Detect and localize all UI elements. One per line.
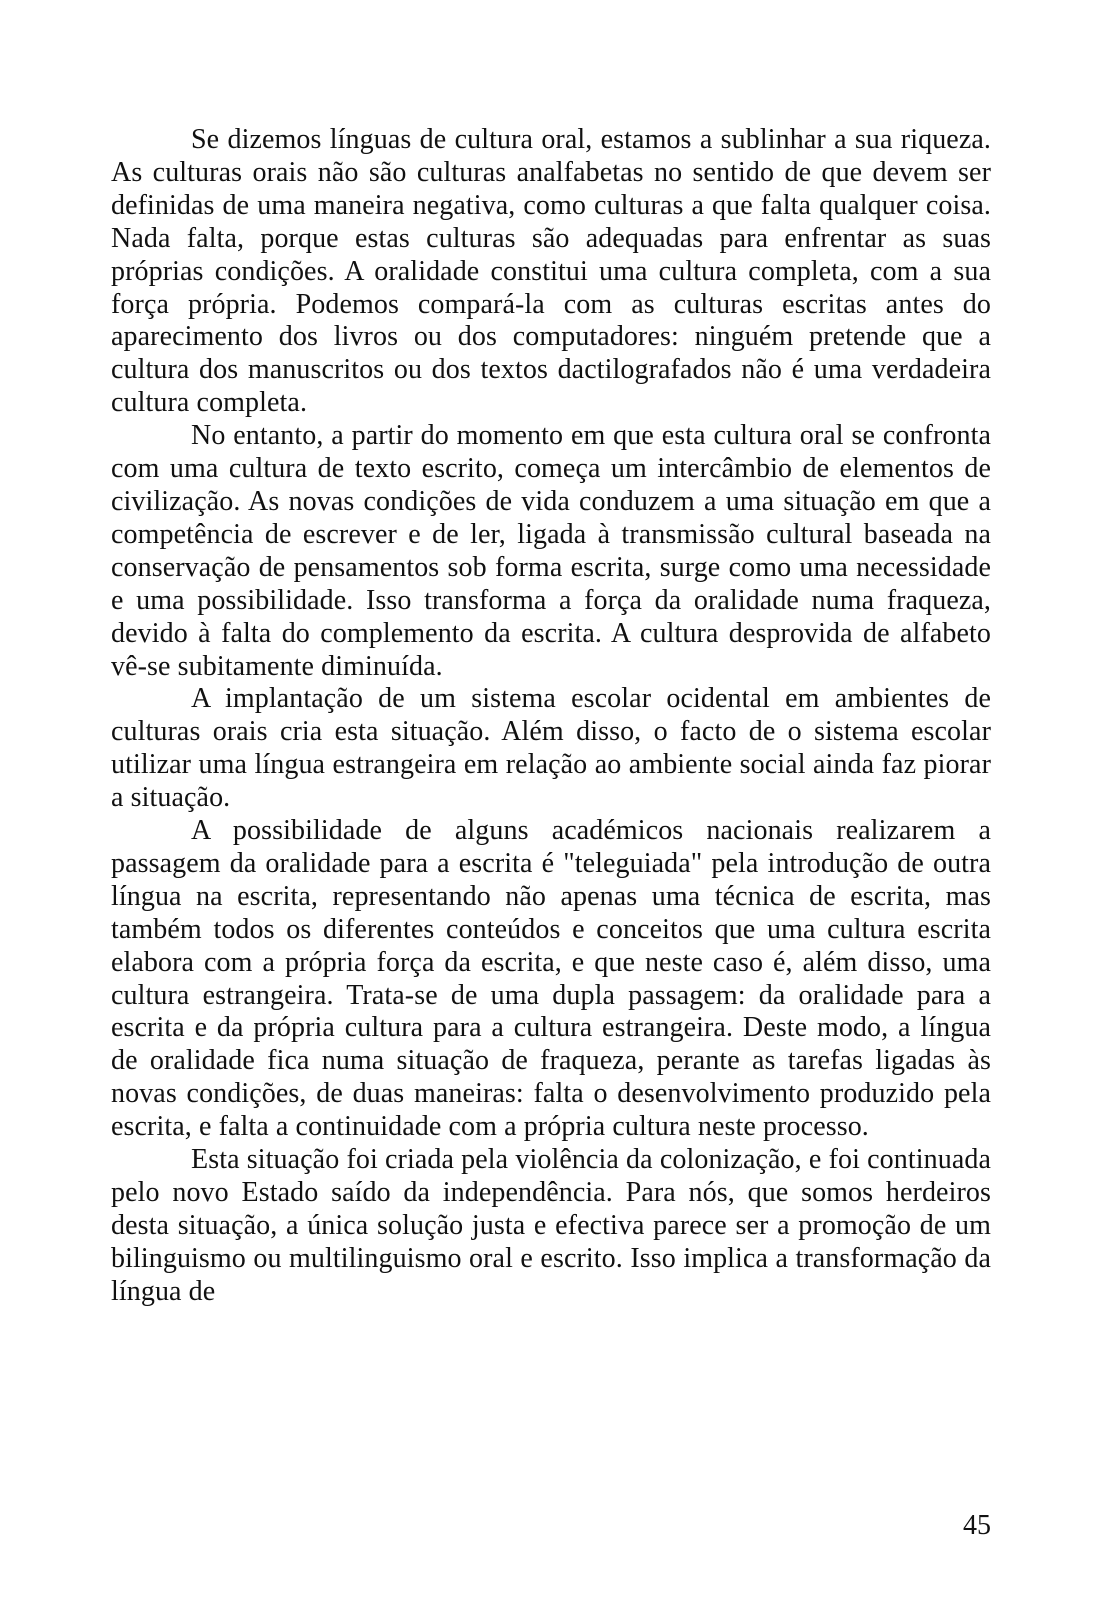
paragraph-3: A implantação de um sistema escolar ocidental em ambientes de culturas orais cria esta situação. Além disso, o facto de o sistema escolar utilizar uma língua estrangeira em relação ao ambiente social ainda faz piorar a situação. (111, 683, 991, 814)
paragraph-2: No entanto, a partir do momento em que esta cultura oral se confronta com uma cultura de texto escrito, começa um intercâmbio de elementos de civilização. As novas condições de vida conduzem a uma situação em que a competência de escrever e de ler, ligada à transmissão cultural baseada na conservação de pensamentos sob forma escrita, surge como uma necessidade e uma possibilidade. Isso transforma a força da oralidade numa fraqueza, devido à falta do complemento da escrita. A cultura desprovida de alfabeto vê-se subitamente diminuída. (111, 420, 991, 682)
page-number: 45 (963, 1510, 991, 1541)
paragraph-5: Esta situação foi criada pela violência da colonização, e foi continuada pelo novo Estado saído da independência. Para nós, que somos herdeiros desta situação, a única solução justa e efectiva parece ser a promoção de um bilinguismo ou multilinguismo oral e escrito. Isso implica a transformação da língua de (111, 1144, 991, 1307)
paragraph-4: A possibilidade de alguns académicos nacionais realizarem a passagem da oralidade para a escrita é "teleguiada" pela introdução de outra língua na escrita, representando não apenas uma técnica de escrita, mas também todos os diferentes conteúdos e conceitos que uma cultura escrita elabora com a própria força da escrita, e que neste caso é, além disso, uma cultura estrangeira. Trata-se de uma dupla passagem: da oralidade para a escrita e da própria cultura para a cultura estrangeira. Deste modo, a língua de oralidade fica numa situação de fraqueza, perante as tarefas ligadas às novas condições, de duas maneiras: falta o desenvolvimento produzido pela escrita, e falta a continuidade com a própria cultura neste processo. (111, 815, 991, 1143)
paragraph-1: Se dizemos línguas de cultura oral, estamos a sublinhar a sua riqueza. As culturas orais não são culturas analfabetas no sentido de que devem ser definidas de uma maneira negativa, como culturas a que falta qualquer coisa. Nada falta, porque estas culturas são adequadas para enfrentar as suas próprias condições. A oralidade constitui uma cultura completa, com a sua força própria. Podemos compará-la com as culturas escritas antes do aparecimento dos livros ou dos computadores: ninguém pretende que a cultura dos manuscritos ou dos textos dactilografados não é uma verdadeira cultura completa. (111, 124, 991, 419)
body-text (111, 124, 991, 1309)
